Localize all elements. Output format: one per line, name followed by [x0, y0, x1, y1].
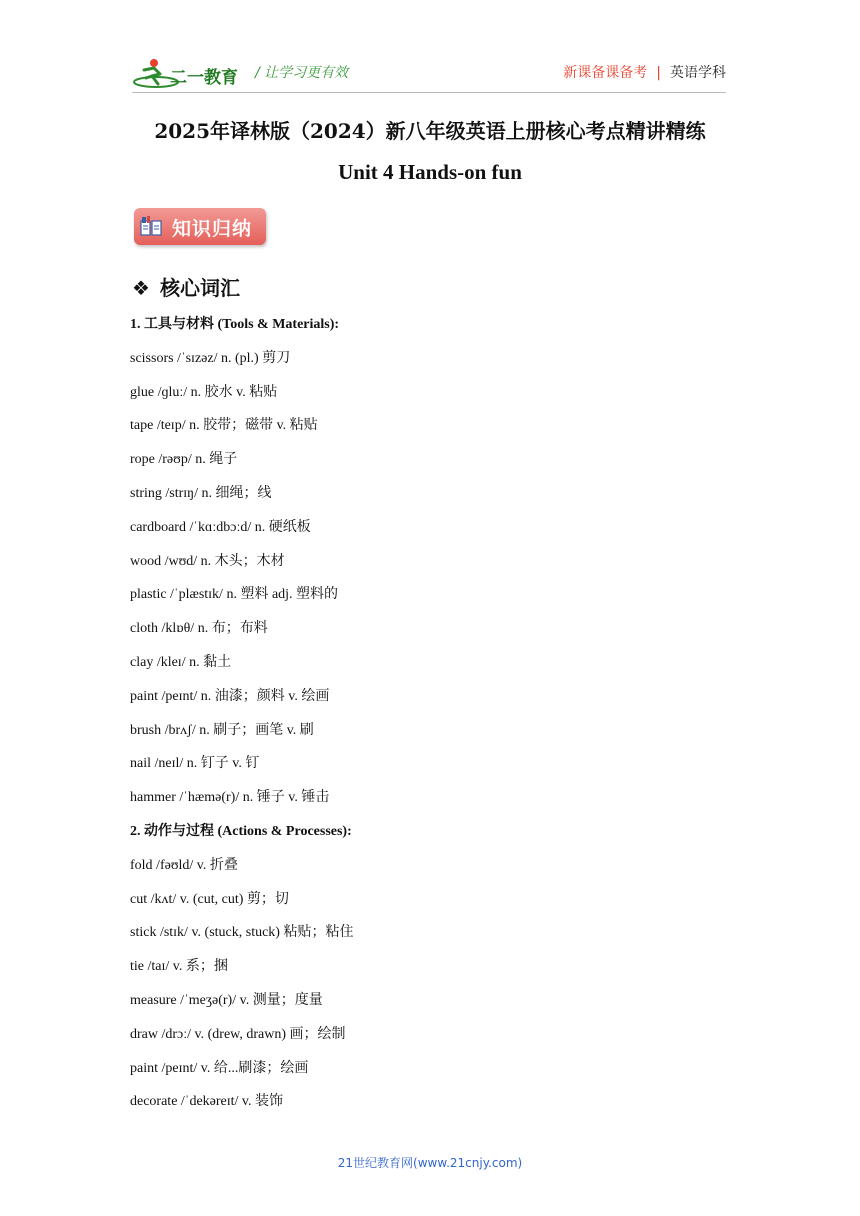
logo-icon	[132, 56, 244, 92]
header-right	[563, 62, 726, 82]
vocab-entry: fold /fəʊld/ v. 折叠	[130, 857, 238, 873]
vocab-entry: decorate /ˈdekəreɪt/ v. 装饰	[130, 1094, 284, 1110]
vocab-entry: draw /drɔː/ v. (drew, drawn) 画；绘制	[130, 1026, 346, 1042]
vocab-entry: cut /kʌt/ v. (cut, cut) 剪；切	[130, 891, 289, 907]
vocab-entry: plastic /ˈplæstɪk/ n. 塑料 adj. 塑料的	[130, 587, 339, 603]
unit-title: Unit 4 Hands-on fun	[338, 160, 522, 184]
vocab-entry: nail /neɪl/ n. 钉子 v. 钉	[130, 756, 260, 772]
knowledge-badge	[134, 208, 266, 245]
page-header	[132, 52, 726, 92]
section-title-text: 核心词汇	[160, 276, 240, 300]
document-title: 2025年译林版（2024）新八年级英语上册核心考点精讲精练	[154, 119, 706, 143]
header-tagline: 新课备课备考	[563, 65, 648, 81]
vocab-entry: cloth /klɒθ/ n. 布；布料	[130, 621, 268, 637]
category-heading: 1. 工具与材料 (Tools & Materials):	[130, 317, 340, 332]
vocab-entry: hammer /ˈhæmə(r)/ n. 锤子 v. 锤击	[130, 790, 330, 806]
vocab-entry: stick /stɪk/ v. (stuck, stuck) 粘贴；粘住	[130, 925, 354, 941]
category-heading: 2. 动作与过程 (Actions & Processes):	[130, 823, 352, 839]
header-separator: |	[656, 65, 661, 81]
diamond-bullet-icon: ❖	[132, 276, 150, 300]
logo-text: 二一教育	[170, 68, 238, 88]
vocab-entry: scissors /ˈsɪzəz/ n. (pl.) 剪刀	[130, 350, 291, 366]
slogan: / 让学习更有效	[255, 65, 349, 81]
book-icon	[139, 215, 163, 239]
section-heading	[132, 272, 240, 301]
vocab-entry: paint /peɪnt/ v. 给...刷漆；绘画	[130, 1060, 309, 1076]
vocab-entry: measure /ˈmeʒə(r)/ v. 测量；度量	[130, 992, 323, 1008]
badge-label: 知识归纳	[172, 218, 253, 240]
header-divider	[132, 92, 726, 93]
vocab-entry: cardboard /ˈkɑːdbɔːd/ n. 硬纸板	[130, 519, 311, 535]
vocab-entry: string /strɪŋ/ n. 细绳；线	[130, 485, 272, 501]
vocab-entry: tie /taɪ/ v. 系；捆	[130, 959, 228, 975]
vocab-entry: wood /wʊd/ n. 木头；木材	[130, 553, 285, 569]
header-subject: 英语学科	[670, 65, 726, 81]
vocab-entry: rope /rəʊp/ n. 绳子	[130, 452, 238, 468]
vocabulary-list	[130, 315, 730, 1126]
vocab-entry: tape /teɪp/ n. 胶带；磁带 v. 粘贴	[130, 418, 318, 434]
vocab-entry: brush /brʌʃ/ n. 刷子；画笔 v. 刷	[130, 722, 314, 738]
vocab-entry: clay /kleɪ/ n. 黏土	[130, 654, 232, 670]
vocab-entry: paint /peɪnt/ n. 油漆；颜料 v. 绘画	[130, 688, 330, 704]
page-footer: 21世纪教育网(www.21cnjy.com)	[337, 1156, 523, 1170]
vocab-entry: glue /ɡluː/ n. 胶水 v. 粘贴	[130, 384, 278, 400]
